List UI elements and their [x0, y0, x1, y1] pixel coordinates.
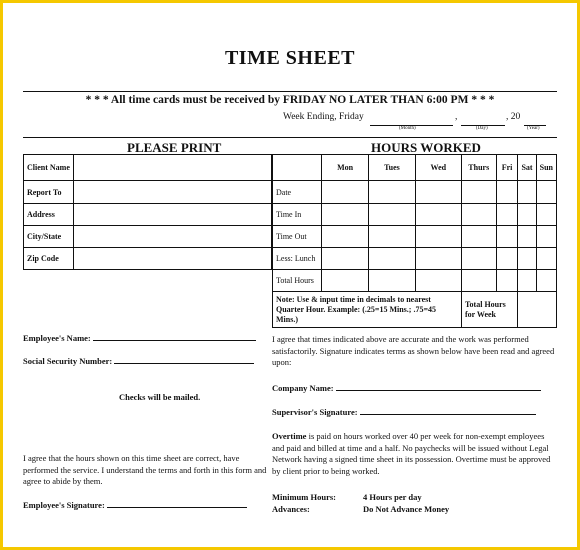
ssn-field[interactable]	[114, 363, 254, 364]
hours-cell[interactable]	[461, 248, 496, 270]
overtime-text: is paid on hours worked over 40 per week for non-exempt employees and paid and billed at time and a half. No paychecks will be issued without Legal Network having a signed time sheet in its possession. Overtime must be approved by client prior to being worked.	[272, 431, 551, 476]
hours-cell[interactable]	[536, 226, 556, 248]
hours-cell[interactable]	[415, 270, 461, 292]
hours-cell[interactable]	[461, 270, 496, 292]
hours-cell[interactable]	[536, 181, 556, 204]
min-hours-label: Minimum Hours:	[272, 492, 336, 502]
address-field[interactable]	[74, 204, 272, 226]
zip-code-label: Zip Code	[24, 248, 74, 270]
city-state-label: City/State	[24, 226, 74, 248]
company-name-label: Company Name:	[272, 383, 334, 393]
address-label: Address	[24, 204, 74, 226]
hours-cell[interactable]	[518, 226, 536, 248]
employee-name-label: Employee's Name:	[23, 333, 91, 343]
time-in-row-label: Time In	[273, 204, 322, 226]
employee-signature-field[interactable]	[107, 507, 247, 508]
day-header: Fri	[496, 155, 518, 181]
hours-cell[interactable]	[322, 181, 369, 204]
page-title: TIME SHEET	[224, 47, 356, 69]
company-name-field[interactable]	[336, 390, 541, 391]
employee-agreement-text: I agree that the hours shown on this time sheet are correct, have performed the service. I understand the terms and forth in this form and agree to abide by them.	[23, 453, 267, 486]
hours-cell[interactable]	[322, 204, 369, 226]
time-out-row-label: Time Out	[273, 226, 322, 248]
lunch-row-label: Less: Lunch	[273, 248, 322, 270]
employee-name-row	[23, 333, 256, 345]
advances-value: Do Not Advance Money	[363, 504, 450, 514]
section-rule	[23, 137, 557, 138]
hours-cell[interactable]	[322, 226, 369, 248]
hours-cell[interactable]	[518, 270, 536, 292]
day-header: Tues	[369, 155, 416, 181]
month-sublabel: (Month)	[399, 126, 416, 131]
hours-cell[interactable]	[461, 181, 496, 204]
total-week-field[interactable]	[518, 292, 557, 328]
day-sublabel: (Day)	[476, 126, 488, 131]
hours-cell[interactable]	[518, 204, 536, 226]
report-to-label: Report To	[24, 181, 74, 204]
company-agreement-text: I agree that times indicated above are accurate and the work was performed satisfactorily. Signature indicates terms as shown below have been read and agreed upon:	[272, 334, 555, 367]
hours-cell[interactable]	[518, 181, 536, 204]
min-hours-value: 4 Hours per day	[363, 492, 422, 502]
city-state-field[interactable]	[74, 226, 272, 248]
time-sheet-page	[3, 3, 577, 547]
hours-cell[interactable]	[536, 204, 556, 226]
week-ending-label: Week Ending, Friday	[283, 112, 364, 122]
ssn-row	[23, 356, 254, 368]
day-header: Sat	[518, 155, 536, 181]
hours-cell[interactable]	[496, 204, 518, 226]
date-row-label: Date	[273, 181, 322, 204]
total-week-label: Total Hours for Week	[461, 292, 518, 328]
ssn-label: Social Security Number:	[23, 356, 113, 366]
hours-cell[interactable]	[461, 204, 496, 226]
overtime-policy	[272, 431, 558, 477]
advances-label: Advances:	[272, 504, 310, 514]
hours-cell[interactable]	[415, 181, 461, 204]
hours-cell[interactable]	[536, 270, 556, 292]
hours-cell[interactable]	[322, 270, 369, 292]
supervisor-label: Supervisor's Signature:	[272, 407, 358, 417]
checks-mailed-text: Checks will be mailed.	[119, 392, 201, 402]
top-rule	[23, 91, 557, 92]
hours-cell[interactable]	[369, 226, 416, 248]
hours-cell[interactable]	[369, 248, 416, 270]
hours-cell[interactable]	[369, 270, 416, 292]
hours-cell[interactable]	[415, 248, 461, 270]
hours-worked-heading: HOURS WORKED	[371, 140, 481, 155]
year-sublabel: (Year)	[527, 126, 540, 131]
please-print-heading: PLEASE PRINT	[127, 140, 222, 155]
hours-cell[interactable]	[518, 248, 536, 270]
hours-cell[interactable]	[369, 181, 416, 204]
week-year-prefix: , 20	[506, 112, 521, 122]
decimal-note: Note: Use & input time in decimals to nearest Quarter Hour. Example: (.25=15 Mins.; .75=45 Mins.)	[273, 292, 462, 328]
report-to-field[interactable]	[74, 181, 272, 204]
hours-cell[interactable]	[496, 226, 518, 248]
employee-name-field[interactable]	[93, 340, 256, 341]
day-header: Wed	[415, 155, 461, 181]
hours-table	[272, 154, 557, 328]
deadline-notice: * * * All time cards must be received by FRIDAY NO LATER THAN 6:00 PM * * *	[85, 94, 495, 106]
employee-signature-label: Employee's Signature:	[23, 500, 105, 510]
hours-cell[interactable]	[496, 270, 518, 292]
day-header: Sun	[536, 155, 556, 181]
overtime-word: Overtime	[272, 431, 307, 441]
day-header: Mon	[322, 155, 369, 181]
hours-cell[interactable]	[415, 204, 461, 226]
hours-corner	[273, 155, 322, 181]
day-header: Thurs	[461, 155, 496, 181]
supervisor-signature-field[interactable]	[360, 414, 536, 415]
hours-cell[interactable]	[369, 204, 416, 226]
client-info-table	[23, 154, 272, 270]
client-name-field[interactable]	[74, 155, 272, 181]
week-comma: ,	[455, 112, 458, 122]
hours-cell[interactable]	[322, 248, 369, 270]
supervisor-row	[272, 407, 536, 419]
hours-cell[interactable]	[461, 226, 496, 248]
hours-cell[interactable]	[496, 248, 518, 270]
total-hours-row-label: Total Hours	[273, 270, 322, 292]
hours-cell[interactable]	[415, 226, 461, 248]
company-name-row	[272, 383, 541, 395]
hours-cell[interactable]	[496, 181, 518, 204]
zip-code-field[interactable]	[74, 248, 272, 270]
client-name-label: Client Name	[24, 155, 74, 181]
hours-cell[interactable]	[536, 248, 556, 270]
employee-signature-row	[23, 500, 247, 512]
